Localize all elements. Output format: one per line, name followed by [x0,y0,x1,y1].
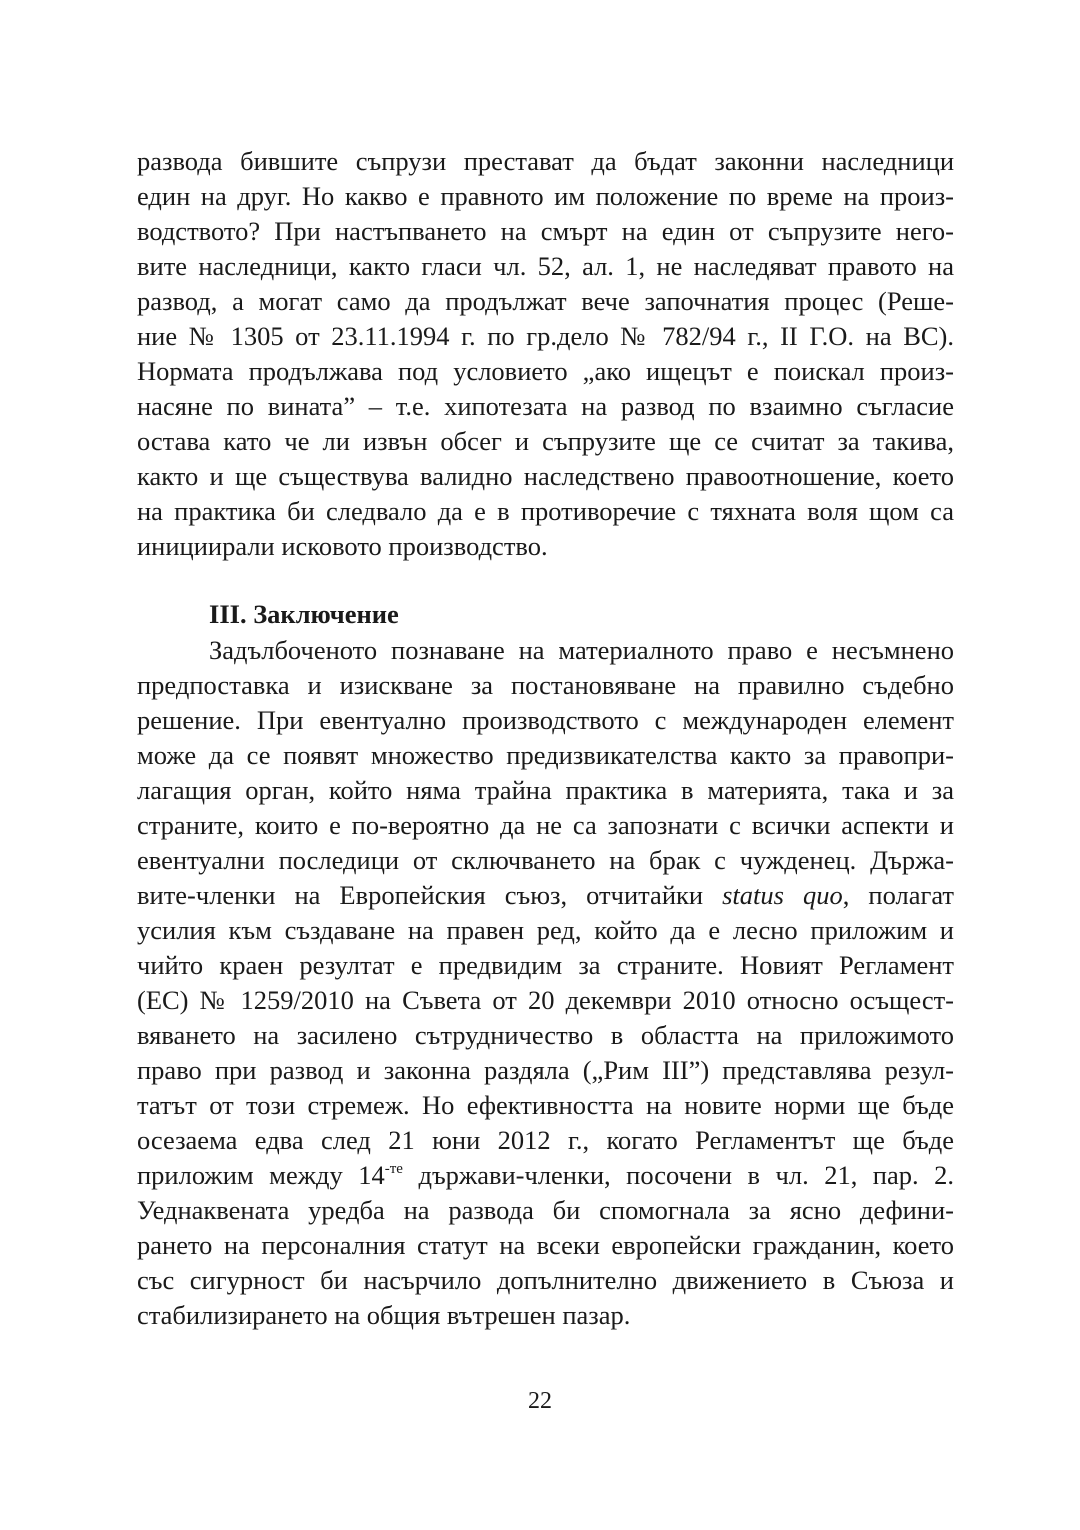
text-run: държави-членки, посочени в чл. 21, пар. 2. [402,1160,954,1190]
text-line: на практика би следвало да е в противоречие с тяхната воля щом са [137,496,954,526]
text-line-with-italic [137,878,954,913]
text-line: право при развод и законна раздяла („Рим III”) представлява резул- [137,1055,954,1085]
text-line: развода бившите съпрузи престават да бъдат законни наследници [137,146,954,176]
text-line: инициирали исковото производство. [137,531,548,561]
text-line: лагащия орган, който няма трайна практика в материята, така и за [137,775,954,805]
text-line: вяването на засилено сътрудничество в областта на приложимото [137,1020,954,1050]
text-line-with-superscript [137,1158,954,1193]
text-run: приложим между 14 [137,1160,385,1190]
text-line: осезаема едва след 21 юни 2012 г., когато Регламентът ще бъде [137,1125,954,1155]
text-line: Уеднаквената уредба на развода би спомогнала за ясно дефини- [137,1195,954,1225]
text-line: стабилизирането на общия вътрешен пазар. [137,1300,631,1330]
text-run: , полагат [842,880,954,910]
text-line: може да се появят множество предизвикателства както за правопри- [137,740,954,770]
text-line: развод, а могат само да продължат вече започнатия процес (Реше- [137,286,954,316]
text-run: вите-членки на Европейския съюз, отчитайки [137,880,723,910]
text-line: водството? При настъпването на смърт на един от съпрузите него- [137,216,954,246]
text-line: насяне по вината” – т.е. хипотезата на развод по взаимно съгласие [137,391,954,421]
text-line: Нормата продължава под условието „ако ищецът е поискал произ- [137,356,954,386]
text-line: ние № 1305 от 23.11.1994 г. по гр.дело № 782/94 г., II Г.О. на ВС). [137,321,954,351]
text-line: предпоставка и изискване за постановяване на правилно съдебно [137,670,954,700]
text-line: остава като че ли извън обсег и съпрузите ще се считат за такива, [137,426,954,456]
text-line: със сигурност би насърчило допълнително движението в Съюза и [137,1265,954,1295]
text-line: вите наследници, както гласи чл. 52, ал. 1, не наследяват правото на [137,251,954,281]
text-line: чийто краен резултат е предвидим за страните. Новият Регламент [137,950,954,980]
text-line: (ЕС) № 1259/2010 на Съвета от 20 декември 2010 относно осъщест- [137,985,954,1015]
section-heading: III. Заключение [209,599,399,629]
text-line: рането на персоналния статут на всеки европейски гражданин, което [137,1230,954,1260]
text-line: както и ще съществува валидно наследствено правоотношение, което [137,461,954,491]
text-line: Задълбоченото познаване на материалното право е несъмнено [209,635,954,665]
text-line: евентуални последици от сключването на брак с чужденец. Държа- [137,845,954,875]
superscript: -те [384,1161,403,1177]
text-line: татът от този стремеж. Но ефективността на новите норми ще бъде [137,1090,954,1120]
text-line: усилия към създаване на правен ред, който да е лесно приложим и [137,915,954,945]
page-number: 22 [528,1388,552,1414]
text-line: страните, които е по-вероятно да не са запознати с всички аспекти и [137,810,954,840]
italic-term: status quo [722,880,843,910]
text-line: един на друг. Но какво е правното им положение по време на произ- [137,181,954,211]
text-line: решение. При евентуално производството с международен елемент [137,705,954,735]
